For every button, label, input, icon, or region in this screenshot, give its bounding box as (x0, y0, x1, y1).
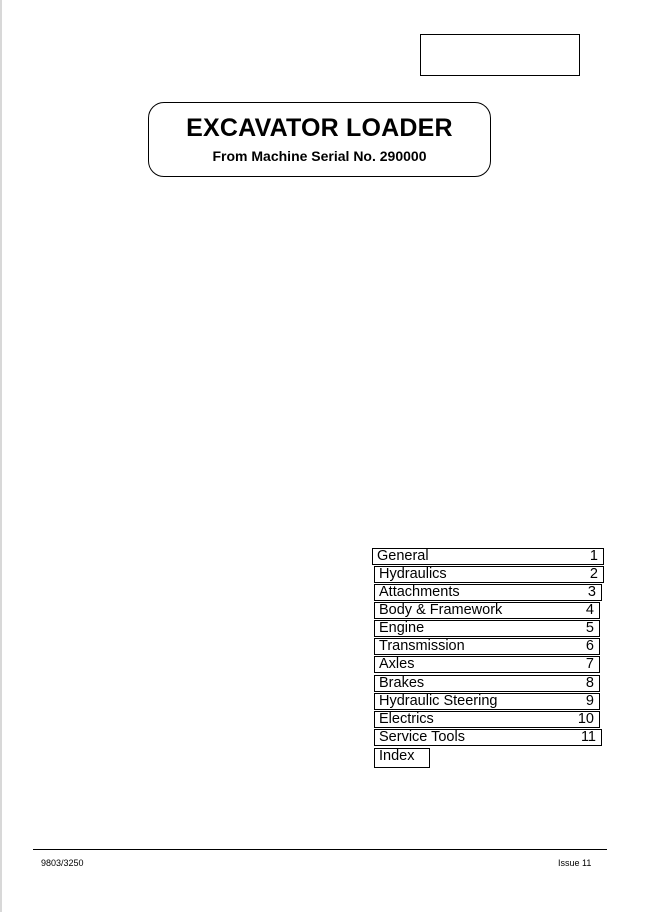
toc-item-number: 7 (585, 656, 594, 672)
toc-item-electrics[interactable] (374, 711, 600, 728)
toc-item-label: Engine (379, 620, 425, 636)
toc-item-number: 8 (585, 675, 594, 691)
toc-item-body-framework[interactable] (374, 602, 600, 619)
toc-item-transmission[interactable] (374, 638, 600, 655)
toc-item-label: Attachments (379, 584, 460, 600)
toc-item-number: 10 (577, 711, 594, 727)
toc-item-number: 6 (585, 638, 594, 654)
toc-item-engine[interactable] (374, 620, 600, 637)
toc-item-label: Electrics (379, 711, 434, 727)
footer-issue: Issue 11 (558, 858, 592, 868)
blank-label-box (420, 34, 580, 76)
toc-item-number: 2 (589, 566, 598, 582)
toc-item-hydraulic-steering[interactable] (374, 693, 600, 710)
footer-document-number: 9803/3250 (41, 858, 84, 868)
document-title: EXCAVATOR LOADER (186, 114, 453, 142)
toc-item-brakes[interactable] (374, 675, 600, 692)
document-subtitle: From Machine Serial No. 290000 (212, 148, 427, 164)
toc-item-label: Hydraulics (379, 566, 447, 582)
toc-item-label: Body & Framework (379, 602, 503, 618)
toc-item-index[interactable] (374, 748, 430, 768)
toc-item-axles[interactable] (374, 656, 600, 673)
toc-item-label: Axles (379, 656, 415, 672)
footer-divider (33, 849, 607, 850)
toc-item-number: 1 (589, 548, 598, 564)
title-box (148, 102, 491, 177)
toc-item-number: 9 (585, 693, 594, 709)
toc-item-number: 5 (585, 620, 594, 636)
toc-item-number: 4 (585, 602, 594, 618)
toc-item-label: Service Tools (379, 729, 465, 745)
toc-item-label: Transmission (379, 638, 465, 654)
page-left-edge (0, 0, 2, 912)
toc-item-number: 3 (587, 584, 596, 600)
toc-item-number: 11 (580, 729, 596, 745)
toc-item-service-tools[interactable] (374, 729, 602, 746)
toc-item-label: General (377, 548, 429, 564)
toc-item-label: Brakes (379, 675, 425, 691)
toc-item-general[interactable] (372, 548, 604, 565)
toc-item-label: Hydraulic Steering (379, 693, 498, 709)
toc-item-attachments[interactable] (374, 584, 602, 601)
toc-item-label: Index (379, 748, 415, 764)
toc-item-hydraulics[interactable] (374, 566, 604, 583)
